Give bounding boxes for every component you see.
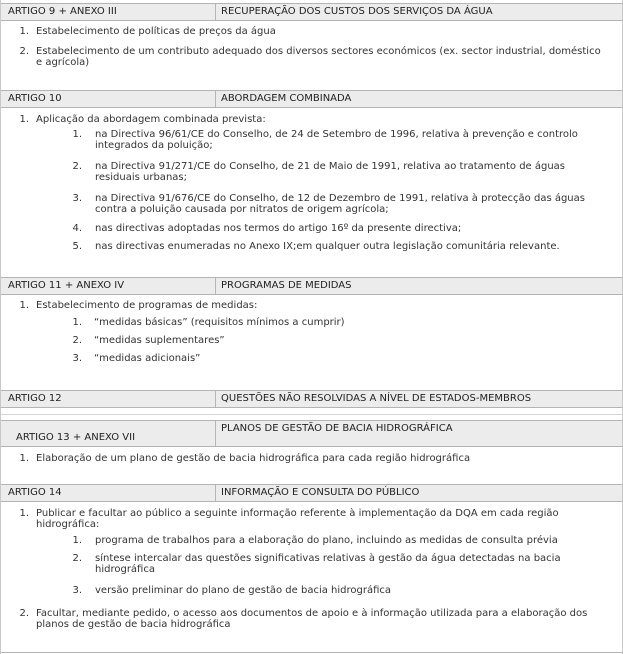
list-item: 2. Estabelecimento de um contributo adequado dos diversos sectores económicos (ex. sector industrial, doméstico e agrícola) [19,46,601,68]
section-header [1,484,622,502]
sub-list-item: 1. na Directiva 96/61/CE do Conselho, de 24 de Setembro de 1996, relativa à prevenção e controlo integrados da poluição; [72,129,578,151]
list-item: 2. Facultar, mediante pedido, o acesso aos documentos de apoio e à informação utilizada para a elaboração dos planos de gestão de bacia hidrográfica [19,608,588,630]
section-title: QUESTÕES NÃO RESOLVIDAS A NÍVEL DE ESTADOS-MEMBROS [221,393,532,404]
article-label: ARTIGO 14 [8,487,62,498]
article-label: ARTIGO 11 + ANEXO IV [8,280,125,291]
section-title: INFORMAÇÃO E CONSULTA DO PÚBLICO [221,487,420,498]
section-title: RECUPERAÇÃO DOS CUSTOS DOS SERVIÇOS DA ÁGUA [221,6,493,17]
section-header [1,90,622,108]
article-label: ARTIGO 10 [8,93,62,104]
list-item: 1. Publicar e facultar ao público a seguinte informação referente à implementação da DQA em cada região hidrográfica: [19,508,559,530]
section-header [1,277,622,295]
article-label: ARTIGO 13 + ANEXO VII [16,432,136,443]
section-title: PLANOS DE GESTÃO DE BACIA HIDROGRÁFICA [221,423,453,434]
section-header [1,420,622,447]
section-header [1,390,622,408]
article-label: ARTIGO 12 [8,393,62,404]
article-label: ARTIGO 9 + ANEXO III [8,6,117,17]
section-header [1,3,622,21]
sub-list-item: 2. na Directiva 91/271/CE do Conselho, de 21 de Maio de 1991, relativa ao tratamento de águas residuais urbanas; [72,161,566,183]
sub-list-item: 3. na Directiva 91/676/CE do Conselho, de 12 de Dezembro de 1991, relativa à protecção das águas contra a poluição causada por nitratos de origem agrícola; [72,193,585,215]
section-title: PROGRAMAS DE MEDIDAS [221,280,352,291]
document-table: ARTIGO 9 + ANEXO III RECUPERAÇÃO DOS CUSTOS DOS SERVIÇOS DA ÁGUA 1. Estabelecimento de políticas de preços da água 2. Estabelecimento de um contributo adequado dos diversos sectores económicos (ex. sector industrial, doméstico e agrícola) ARTIGO 10 ABORDAGEM COMBINADA 1. Aplicação da abordagem combinada prevista: 1. na Directiva 96/61/CE do Conselho, de 24 de Setembro de 1996, relativa à prevenção e controlo integrados da poluição; 2. na Directiva 91/271/CE do Conselho, de 21 de Maio de 1991, relativa ao tratamento de águas residuais urbanas; 3. na Directiva 91/676/CE do Conselho, de 12 de Dezembro de 1991, relativa à protecção das águas contra a poluição causada por nitratos de origem agrícola; 4. nas directivas adoptadas nos termos do artigo 16º da presente directiva; 5. nas directivas enumeradas no Anexo IX;em qualquer outra legislação comunitária relevante. ARTIGO 11 + ANEXO IV PROGRAMAS DE MEDIDAS 1. Estabelecimento de programas de medidas: 1. “medidas básicas” (requisitos mínimos a cumprir) 2. “medidas suplementares” 3. “medidas adicionais” ARTIGO 12 QUESTÕES NÃO RESOLVIDAS A NÍVEL DE ESTADOS-MEMBROS ARTIGO 13 + ANEXO VII PLANOS DE GESTÃO DE BACIA HIDROGRÁFICA 1. Elaboração de um plano de gestão de bacia hidrográfica para cada região hidrográfica ARTIGO 14 INFORMAÇÃO E CONSULTA DO PÚBLICO 1. Publicar e facultar ao público a seguinte informação referente à implementação da DQA em cada região hidrográfica: 1. programa de trabalhos para a elaboração do plano, incluindo as medidas de consulta prévia 2. síntese intercalar das questões significativas relativas à gestão da água detectadas na bacia hidrográfica 3. versão preliminar do plano de gestão de bacia hidrográfica 2. Facultar, mediante pedido, o acesso aos documentos de apoio e à informação utilizada para a elaboração dos planos de gestão de bacia hidrográfica [0,0,623,654]
section-title: ABORDAGEM COMBINADA [221,93,352,104]
sub-list-item: 2. síntese intercalar das questões significativas relativas à gestão da água detectadas na bacia hidrográfica [72,553,561,575]
